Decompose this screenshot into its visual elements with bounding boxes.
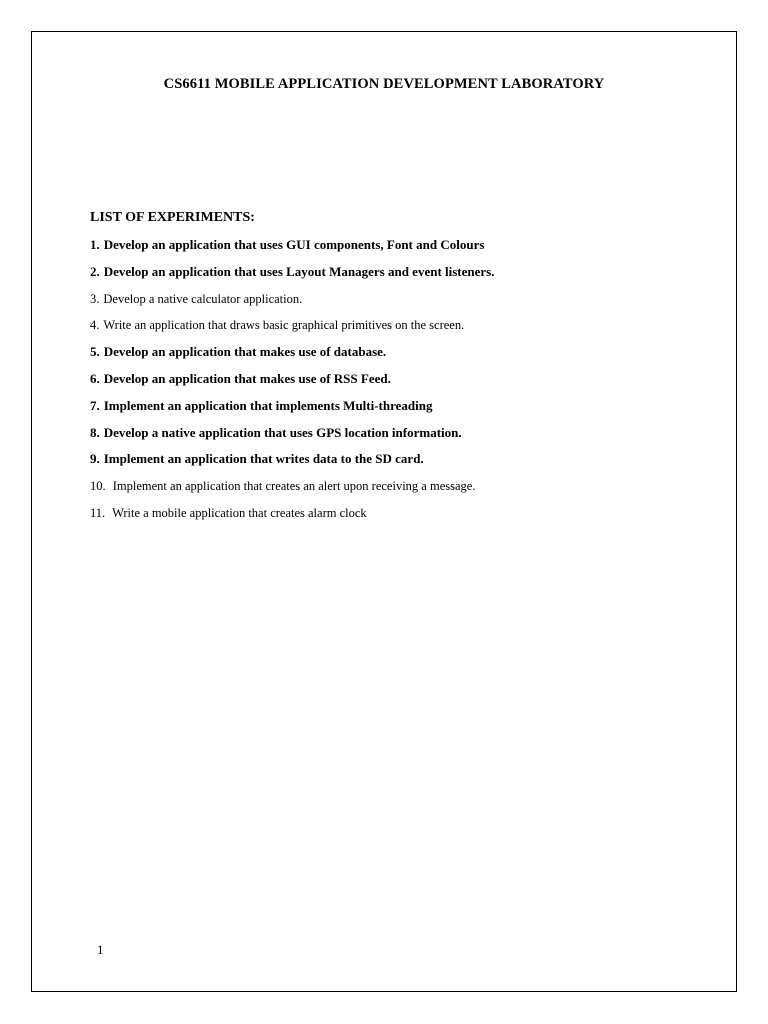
item-number: 5. bbox=[90, 344, 100, 360]
item-text: Develop a native calculator application. bbox=[103, 291, 303, 306]
item-number: 4. bbox=[90, 318, 100, 333]
item-text: Write an application that draws basic graphical primitives on the screen. bbox=[103, 318, 465, 333]
item-number: 8. bbox=[90, 424, 100, 440]
list-item bbox=[90, 503, 494, 530]
section-heading: LIST OF EXPERIMENTS: bbox=[90, 210, 255, 225]
item-number: 1. bbox=[90, 237, 100, 252]
item-text: Develop an application that uses GUI components, Font and Colours bbox=[103, 237, 485, 252]
list-item bbox=[90, 476, 494, 503]
item-text: Implement an application that implements Multi-threading bbox=[103, 397, 433, 413]
item-text: Develop a native application that uses GPS location information. bbox=[103, 424, 462, 440]
item-text: Implement an application that writes data to the SD card. bbox=[103, 451, 424, 467]
list-item bbox=[90, 262, 494, 289]
item-number: 9. bbox=[90, 451, 100, 467]
item-number: 10. bbox=[90, 479, 106, 494]
item-number: 7. bbox=[90, 397, 100, 413]
list-item bbox=[90, 423, 494, 450]
list-item bbox=[90, 289, 494, 316]
experiment-list bbox=[90, 235, 494, 530]
item-number: 3. bbox=[90, 291, 100, 306]
item-text: Develop an application that makes use of RSS Feed. bbox=[103, 370, 391, 386]
list-item bbox=[90, 342, 494, 369]
item-number: 6. bbox=[90, 370, 100, 386]
list-item bbox=[90, 396, 494, 423]
list-item bbox=[90, 449, 494, 476]
list-item bbox=[90, 369, 494, 396]
item-text: Implement an application that creates an alert upon receiving a message. bbox=[109, 479, 476, 494]
item-text: Develop an application that makes use of database. bbox=[103, 344, 387, 360]
page-number: 1 bbox=[97, 942, 104, 957]
item-number: 11. bbox=[90, 505, 106, 520]
list-item bbox=[90, 235, 494, 262]
document-title: CS6611 MOBILE APPLICATION DEVELOPMENT LABORATORY bbox=[163, 76, 605, 92]
item-text: Write a mobile application that creates alarm clock bbox=[109, 505, 367, 520]
item-number: 2. bbox=[90, 263, 100, 279]
list-item bbox=[90, 315, 494, 342]
item-text: Develop an application that uses Layout Managers and event listeners. bbox=[103, 263, 495, 279]
